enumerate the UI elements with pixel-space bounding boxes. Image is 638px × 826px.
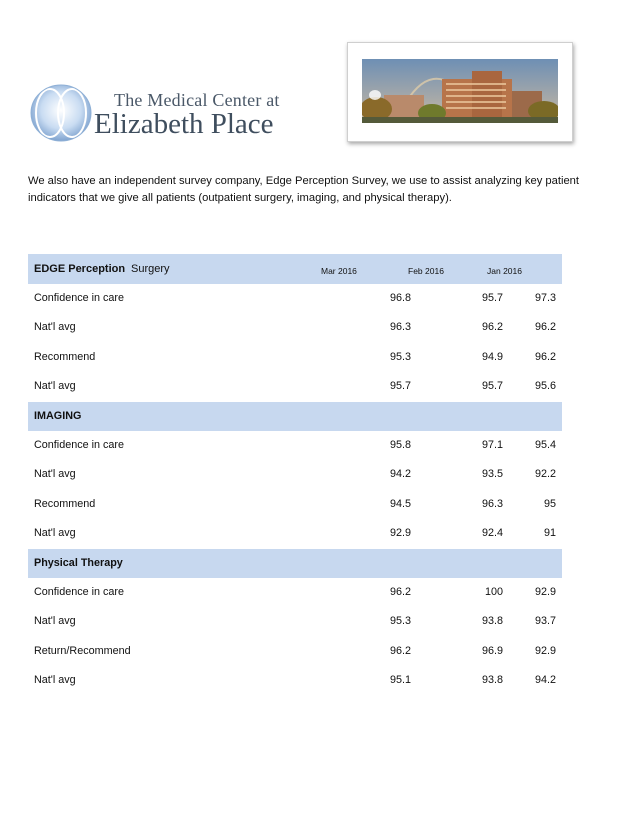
row-label: Recommend [34, 497, 96, 510]
table-row [28, 666, 562, 695]
row-value: 96.8 [389, 292, 411, 304]
table-row [28, 519, 562, 548]
row-value: 93.7 [534, 615, 556, 628]
row-value: 95.3 [389, 615, 411, 628]
row-value: 94.2 [389, 468, 411, 481]
row-value: 96.2 [534, 350, 556, 363]
logo-mark-icon [28, 82, 94, 144]
row-value: 96.2 [534, 321, 556, 334]
logo-line-1: The Medical Center at [114, 90, 280, 110]
table-row [28, 578, 562, 607]
row-value: 91 [543, 527, 556, 540]
row-value: 96.9 [481, 644, 503, 657]
row-value: 95.6 [534, 380, 556, 393]
row-value: 92.9 [534, 644, 556, 657]
table-row [28, 372, 562, 401]
row-value: 95.8 [389, 438, 411, 451]
section-title: Physical Therapy [34, 556, 123, 569]
table-row [28, 460, 562, 489]
hospital-logo [28, 78, 278, 150]
row-value: 96.3 [389, 321, 411, 334]
section-title: IMAGING [34, 409, 82, 422]
row-value: 95.7 [389, 380, 411, 393]
row-value: 95 [543, 497, 556, 510]
row-label: Nat'l avg [34, 321, 76, 334]
row-value: 92.9 [534, 585, 556, 598]
section-header-physical-therapy [28, 549, 562, 578]
row-value: 92.4 [481, 527, 503, 540]
row-value: 94.2 [534, 674, 556, 687]
row-label: Nat'l avg [34, 468, 76, 481]
row-value: 93.8 [481, 615, 503, 628]
row-value: 95.7 [481, 292, 503, 304]
month-col-2: Feb 2016 [408, 266, 444, 276]
table-row [28, 607, 562, 636]
row-value: 96.2 [389, 585, 411, 598]
row-value: 96.3 [481, 497, 503, 510]
row-value: 92.9 [389, 527, 411, 540]
row-label: Return/Recommend [34, 644, 131, 657]
row-value: 95.4 [534, 438, 556, 451]
logo-line-2: Elizabeth Place [94, 108, 274, 140]
table-row [28, 343, 562, 372]
row-value: 94.9 [481, 350, 503, 363]
hospital-photo-frame [347, 42, 573, 142]
row-value: 97.1 [481, 438, 503, 451]
survey-table [28, 254, 562, 695]
hospital-photo [362, 59, 558, 123]
month-col-1: Mar 2016 [321, 266, 357, 276]
table-header-row [28, 254, 562, 284]
row-value: 97.3 [534, 292, 556, 304]
table-title: EDGE Perception [34, 263, 126, 275]
row-value: 95.3 [389, 350, 411, 363]
row-value: 93.5 [481, 468, 503, 481]
row-value: 100 [484, 585, 503, 598]
table-row [28, 313, 562, 342]
row-value: 92.2 [534, 468, 556, 481]
row-value: 96.2 [389, 644, 411, 657]
table-row [28, 284, 562, 313]
row-label: Confidence in care [34, 438, 125, 451]
intro-paragraph: We also have an independent survey company, Edge Perception Survey, we use to assist analyzing key patient indicators that we give all patients (outpatient surgery, imaging, and physical therapy). [28, 175, 579, 204]
table-row [28, 431, 562, 460]
section-header-imaging [28, 402, 562, 431]
row-value: 95.7 [481, 380, 503, 393]
row-label: Confidence in care [34, 585, 125, 598]
row-value: 93.8 [481, 674, 503, 687]
table-row [28, 637, 562, 666]
row-label: Recommend [34, 350, 96, 363]
row-label: Nat'l avg [34, 527, 76, 540]
row-label: Nat'l avg [34, 674, 76, 687]
month-col-3: Jan 2016 [487, 266, 522, 276]
row-value: 94.5 [389, 497, 411, 510]
table-subtitle: Surgery [131, 263, 170, 275]
row-label: Nat'l avg [34, 380, 76, 393]
row-value: 96.2 [481, 321, 503, 334]
row-label: Confidence in care [34, 292, 125, 304]
table-row [28, 490, 562, 519]
row-value: 95.1 [389, 674, 411, 687]
row-label: Nat'l avg [34, 615, 76, 628]
